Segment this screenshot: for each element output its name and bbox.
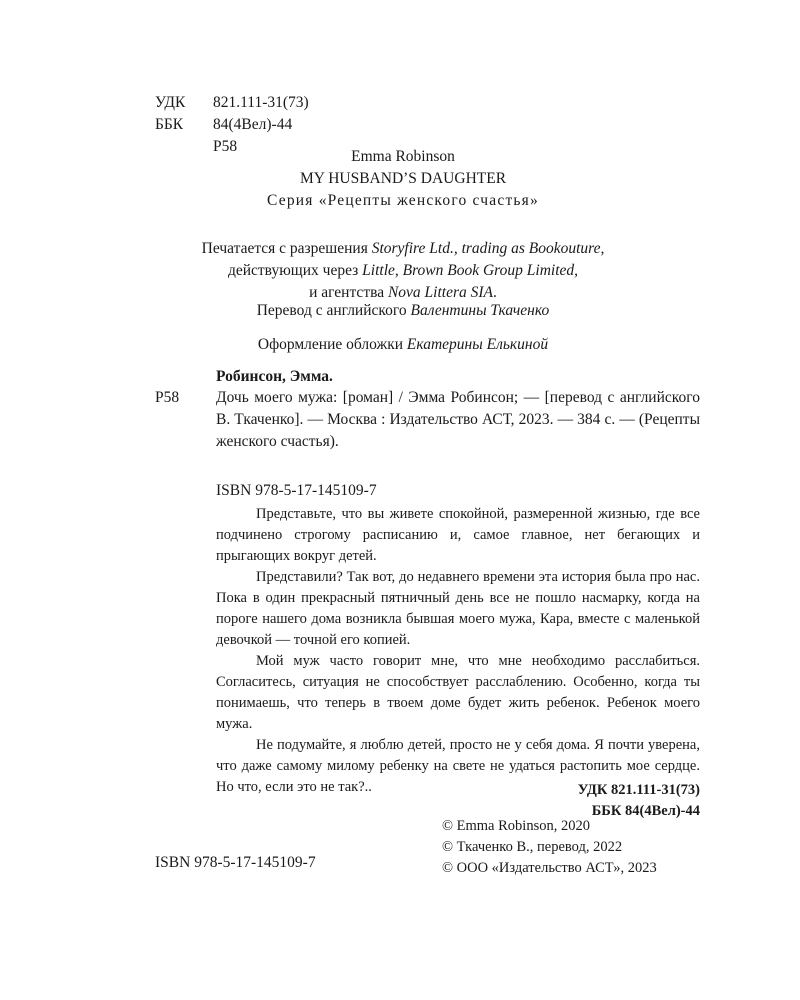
udk-value: 821.111-31(73) xyxy=(213,94,309,111)
permission-text-1: Печатается с разрешения xyxy=(201,240,372,257)
permission-text-3: и агентства xyxy=(309,284,388,301)
annotation xyxy=(216,504,700,798)
permission-intermediary: Little, Brown Book Group Limited, xyxy=(362,262,579,279)
catalog-author-heading: Робинсон, Эмма. xyxy=(216,368,333,385)
original-title: MY HUSBAND’S DAUGHTER xyxy=(299,170,507,187)
isbn-footer: ISBN 978-5-17-145109-7 xyxy=(155,854,316,871)
annotation-paragraph: Мой муж часто говорит мне, что мне необходимо расслабиться. Согласитесь, ситуация не способствует расслаблению. Особенно, когда ты понимаешь, что теперь в твоем доме будет жить ребенок. Ребенок моего мужа. xyxy=(216,653,700,732)
annotation-bbk: ББК 84(4Вел)-44 xyxy=(591,803,700,819)
copyright-line: © Emma Robinson, 2020 xyxy=(442,818,590,834)
author-mark: Р58 xyxy=(213,138,238,155)
permission-agency: Nova Littera SIA xyxy=(387,284,494,301)
original-author: Emma Robinson xyxy=(351,148,455,165)
series-line: Серия «Рецепты женского счастья» xyxy=(267,192,539,209)
permission-notice: Печатается с разрешения Storyfire Ltd., trading as Bookouture, действующих через Little, Brown Book Group Limited, и агентства Nova Littera SIA. xyxy=(201,240,605,301)
catalog-code: Р58 xyxy=(155,389,180,406)
copyright-line: © ООО «Издательство АСТ», 2023 xyxy=(442,860,657,876)
copyright-notices xyxy=(442,816,657,879)
bbk-value: 84(4Вел)-44 xyxy=(213,116,293,133)
annotation-paragraph: Представьте, что вы живете спокойной, размеренной жизнью, где все подчинено строгому расписанию и, самое главное, нет бегающих и прыгающих вокруг детей. xyxy=(216,506,700,564)
permission-text-2: действующих через xyxy=(227,262,363,279)
isbn-catalog: ISBN 978-5-17-145109-7 xyxy=(216,482,377,499)
original-title-block xyxy=(150,146,656,190)
translator-credit: Перевод с английского Валентины Ткаченко xyxy=(256,302,550,319)
udk-label: УДК xyxy=(155,94,186,111)
cover-design-credit: Оформление обложки Екатерины Елькиной xyxy=(257,336,549,353)
copyright-line: © Ткаченко В., перевод, 2022 xyxy=(442,839,623,855)
permission-publisher: Storyfire Ltd., trading as Bookouture, xyxy=(371,240,605,257)
translator-name: Валентины Ткаченко xyxy=(410,302,550,319)
annotation-udk: УДК 821.111-31(73) xyxy=(577,782,700,798)
annotation-paragraph: Не подумайте, я люблю детей, просто не у себя дома. Я почти уверена, что даже самому милому ребенку на свете не удаться растопить мое сердце. Но что, если это не так?.. xyxy=(216,737,700,795)
catalog-entry: Дочь моего мужа: [роман] / Эмма Робинсон; — [перевод с английского В. Ткаченко]. — Москва : Издательство АСТ, 2023. — 384 с. — (Рецепты женского счастья). xyxy=(216,389,700,450)
annotation-paragraph: Представили? Так вот, до недавнего времени эта история была про нас. Пока в один прекрасный пятничный день все не пошло насмарку, когда на пороге нашего дома возникла бывшая моего мужа, Кара, вместе с маленькой девочкой — точной его копией. xyxy=(216,569,700,648)
bbk-label: ББК xyxy=(155,116,184,133)
cover-designer-name: Екатерины Елькиной xyxy=(406,336,549,353)
